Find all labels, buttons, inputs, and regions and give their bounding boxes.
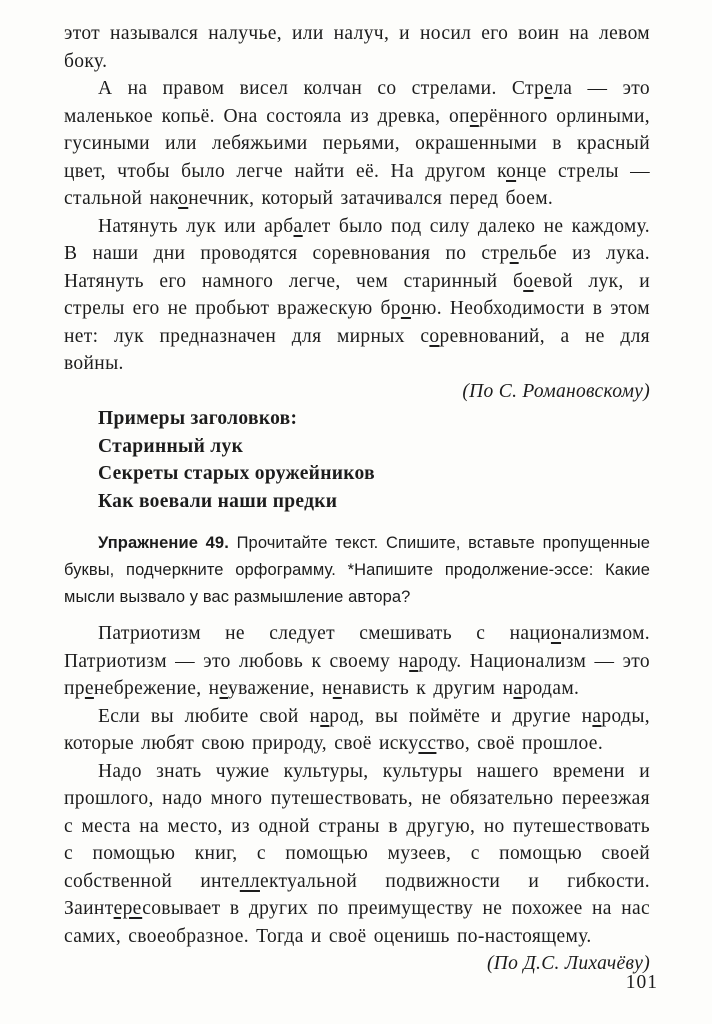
continuation-paragraph: этот назывался налучье, или налуч, и носил его воин на левом боку. <box>64 23 650 72</box>
paragraph: Если вы любите свой народ, вы поймёте и другие народы, которые любят свою природу, своё искусство, своё прошлое. <box>64 705 650 754</box>
heading-example: Секреты старых оружейников <box>98 463 375 484</box>
source-attribution-text2: (По Д.С. Лихачёву) <box>486 953 650 974</box>
exercise-text-body <box>64 620 650 950</box>
exercise-number-label: Упражнение 49. <box>98 534 229 552</box>
paragraph: Натянуть лук или арбалет было под силу далеко не каждому. В наши дни проводятся соревнования по стрельбе из лука. Натянуть его намного легче, чем старинный боевой лук, и стрелы его не пробьют вражескую броню. Необходимости в этом нет: лук предназначен для мирных соревнований, а не для войны. <box>64 215 650 374</box>
heading-example: Старинный лук <box>98 435 244 457</box>
paragraph: Патриотизм не следует смешивать с национализмом. Патриотизм — это любовь к своему народу. Национализм — это пренебрежение, неуважение, ненависть к другим народам. <box>64 623 650 699</box>
paragraph: А на правом висел колчан со стрелами. Стрела — это маленькое копьё. Она состояла из древка, оперённого орлиными, гусиными или лебяжьими перьями, окрашенными в красный цвет, чтобы было легче найти её. На другом конце стрелы — стальной наконечник, который затачивался перед боем. <box>64 78 651 209</box>
page-number: 101 <box>625 972 658 993</box>
heading-example: Как воевали наши предки <box>98 490 338 512</box>
paragraph: Надо знать чужие культуры, культуры нашего времени и прошлого, надо много путешествовать, не обязательно переезжая с места на место, из одной страны в другую, но путешествовать с помощью книг, с помощью музеев, с помощью своей собственной интеллектуальной подвижности и гибкости. Заинтересовывает в других по преимуществу не похожее на нас самих, своеобразное. Тогда и своё оценишь по-настоящему. <box>64 760 650 947</box>
headings-list-title: Примеры заголовков: <box>98 408 298 429</box>
source-attribution-text1: (По С. Романовскому) <box>462 380 650 402</box>
exercise-instruction-text: Прочитайте текст. Спишите, вставьте пропущенные буквы, подчеркните орфограмму. *Напишите продолжение-эссе: Какие мысли вызвало у вас размышление автора? <box>64 534 651 606</box>
exercise-instruction-block <box>64 530 650 611</box>
